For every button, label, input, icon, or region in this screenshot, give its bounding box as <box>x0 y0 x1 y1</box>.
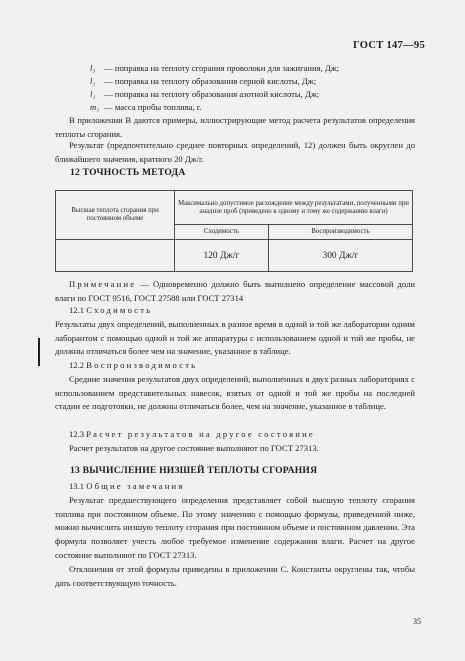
table-cell: 120 Дж/г <box>175 240 269 272</box>
table-header-cell: Высшая теплота сгорания при постоянном объеме <box>56 191 175 240</box>
subsection-heading-12-3 <box>55 428 415 442</box>
variable-text: — масса пробы топлива, г. <box>104 102 202 112</box>
subsection-number: 12.3 <box>69 429 85 439</box>
variable-line <box>90 102 201 113</box>
paragraph-13-1-continued: Отклонения от этой формулы приведены в приложении С. Константы округлены так, чтобы дать соответствующую точность. <box>55 564 415 588</box>
subsection-title: Воспроизводимость <box>86 360 198 370</box>
note-label: Примечание <box>69 279 137 289</box>
variable-symbol: l₁ <box>90 76 96 86</box>
margin-mark <box>38 338 40 366</box>
paragraph-12-3: Расчет результатов на другое состояние выполняют по ГОСТ 27313. <box>69 443 319 453</box>
subsection-number: 13.1 <box>69 481 85 491</box>
table-subheader-cell: Сходимость <box>175 225 269 240</box>
variable-text: — поправка на теплоту сгорания проволоки для зажигания, Дж; <box>104 63 340 73</box>
paragraph-appendix: В приложении В даются примеры, иллюстрирующие метод расчета результатов определения теплоты сгорания. <box>55 115 415 139</box>
subsection-heading-13-1 <box>55 480 415 494</box>
subsection-title: Общие замечания <box>86 481 185 491</box>
paragraph-13-1: Результат предшествующего определения представляет собой высшую теплоту сгорания топлива при постоянном объеме. По этому значению с помощью формулы, приведенной ниже, можно вычислить низшую теплоту сгорания при постоянном объеме и постоянном давлении. Эта формула позволяет учесть любое требуемое изменение содержания влаги. Расчет на другое состояние выполняют по ГОСТ 27313. <box>55 495 415 560</box>
variable-line <box>90 63 339 74</box>
table-note <box>55 278 415 305</box>
precision-table <box>55 190 413 272</box>
variable-line <box>90 76 316 87</box>
subsection-number: 12.2 <box>69 360 85 370</box>
paragraph-result: Результат (предпочтительно среднее повторных определений, 12) должен быть округлен до ближайшего значения, кратного 20 Дж/г. <box>55 140 415 164</box>
table-cell <box>56 240 175 272</box>
page-number: 35 <box>413 617 421 626</box>
page-header: ГОСТ 147—95 <box>353 40 425 51</box>
subsection-heading-12-1 <box>55 304 415 318</box>
table-cell: 300 Дж/г <box>268 240 412 272</box>
section-heading-12: 12 ТОЧНОСТЬ МЕТОДА <box>70 167 186 178</box>
subsection-number: 12.1 <box>69 305 85 315</box>
variable-symbol: l₁ <box>90 89 96 99</box>
paragraph-12-1: Результаты двух определений, выполненных в разное время в одной и той же лаборатории одним лаборантом с помощью одной и той же аппаратуры с использованием одной и той же пробы, не должны отличаться более чем на значение, указанное в таблице. <box>55 319 415 357</box>
note-text: — Одновременно должно быть выполнено определение массовой доли влаги по ГОСТ 9516, ГОСТ 27588 или ГОСТ 27314 <box>55 279 415 303</box>
variable-symbol: m₁ <box>90 102 100 112</box>
variable-symbol: l₃ <box>90 63 96 73</box>
variable-line <box>90 89 319 100</box>
paragraph-12-2: Средние значения результатов двух определений, выполненных в двух разных лабораториях с использованием представительных навесок, взятых от одной и той же пробы на последней стадии ее подготовки, не должны отличаться более, чем на значение, указанное в таблице. <box>55 374 415 412</box>
table-header-cell: Максимально допустимое расхождение между результатами, полученными при анализе проб (приведено к одному и тому же содержанию влаги) <box>175 191 413 225</box>
variable-text: — поправка на теплоту образования азотной кислоты, Дж; <box>104 89 320 99</box>
subsection-title: Сходимость <box>86 305 153 315</box>
table-subheader-cell: Воспроизводимость <box>268 225 412 240</box>
subsection-heading-12-2 <box>55 359 415 373</box>
subsection-title: Расчет результатов на другое состояние <box>86 429 315 439</box>
variable-text: — поправка на теплоту образования серной кислоты, Дж; <box>104 76 317 86</box>
section-heading-13: 13 ВЫЧИСЛЕНИЕ НИЗШЕЙ ТЕПЛОТЫ СГОРАНИЯ <box>70 465 318 476</box>
